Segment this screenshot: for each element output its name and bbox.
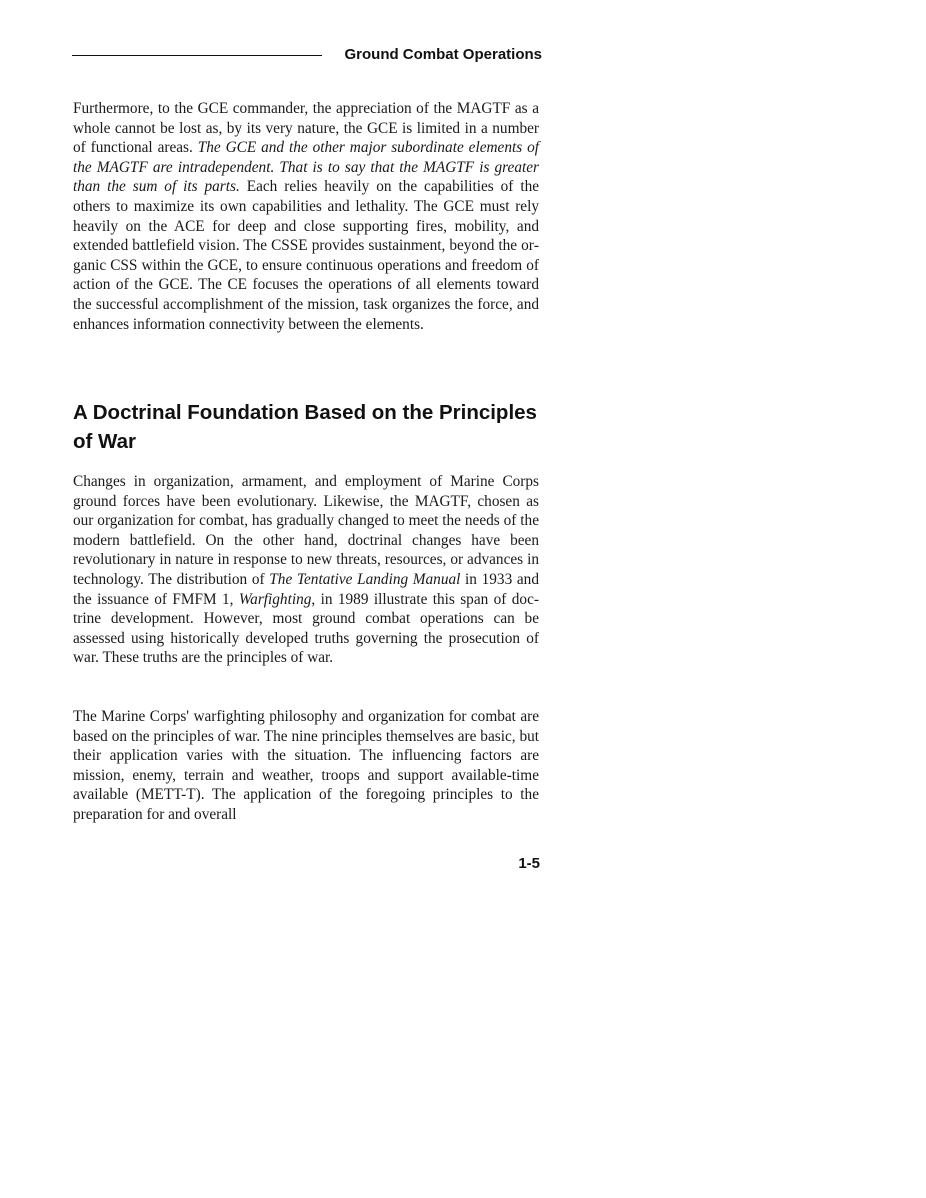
paragraph-text: Each relies heavily on the capabilities of the others to maximize its own capabilities and lethality. The GCE must rely heavily on the ACE for deep and close supporting fires, mobility, and extended battlefield vision. The CSSE provides sustainment, beyond the organic CSS within the GCE, to ensure continuous operations and freedom of action of the GCE. The CE focuses the operations of all elements toward the successful accomplishment of the mission, task organizes the force, and enhances information connectivity between the elements. [73,178,540,333]
paragraph-text: in 1933 and the issuance of FMFM 1, [73,570,539,608]
paragraph-doctrinal-changes [73,472,539,668]
book-title: The Tentative Landing Manual [269,570,461,588]
paragraph-gce-magtf [73,99,539,334]
section-heading: A Doctrinal Foundation Based on the Principles of War [73,401,537,453]
paragraph-warfighting-philosophy: The Marine Corps' warfighting philosophy and organization for combat are based on the principles of war. The nine principles themselves are basic, but their application varies with the situation. The influencing factors are mission, enemy, terrain and weather, troops and support available-time available (METT-T). The application of the foregoing principles to the preparation for and overall [73,708,539,823]
page-number: 1-5 [518,855,540,872]
book-title: Warfighting [238,590,312,608]
header-rule [72,55,322,56]
paragraph-emphasis: The GCE and the other major subordinate elements of the MAGTF are intradependent. That is to say that the MAGTF is greater than the sum of its parts. [73,139,539,196]
paragraph-text: , in 1989 illustrate this span of doctrine development. However, most ground combat operations can be assessed using historically developed truths governing the prosecution of war. These truths are the principles of war. [73,590,539,667]
paragraph-text: Furthermore, to the GCE commander, the appreciation of the MAGTF as a whole cannot be lost as, by its very nature, the GCE is limited in a number of functional areas. [73,100,539,157]
paragraph-text: Changes in organization, armament, and employment of Marine Corps ground forces have been evolutionary. Likewise, the MAGTF, chosen as our organization for combat, has gradually changed to meet the needs of the modern battlefield. On the other hand, doctrinal changes have been revolutionary in nature in response to new threats, resources, or advances in technology. The distribution of [73,473,539,588]
running-head: Ground Combat Operations [344,46,542,63]
